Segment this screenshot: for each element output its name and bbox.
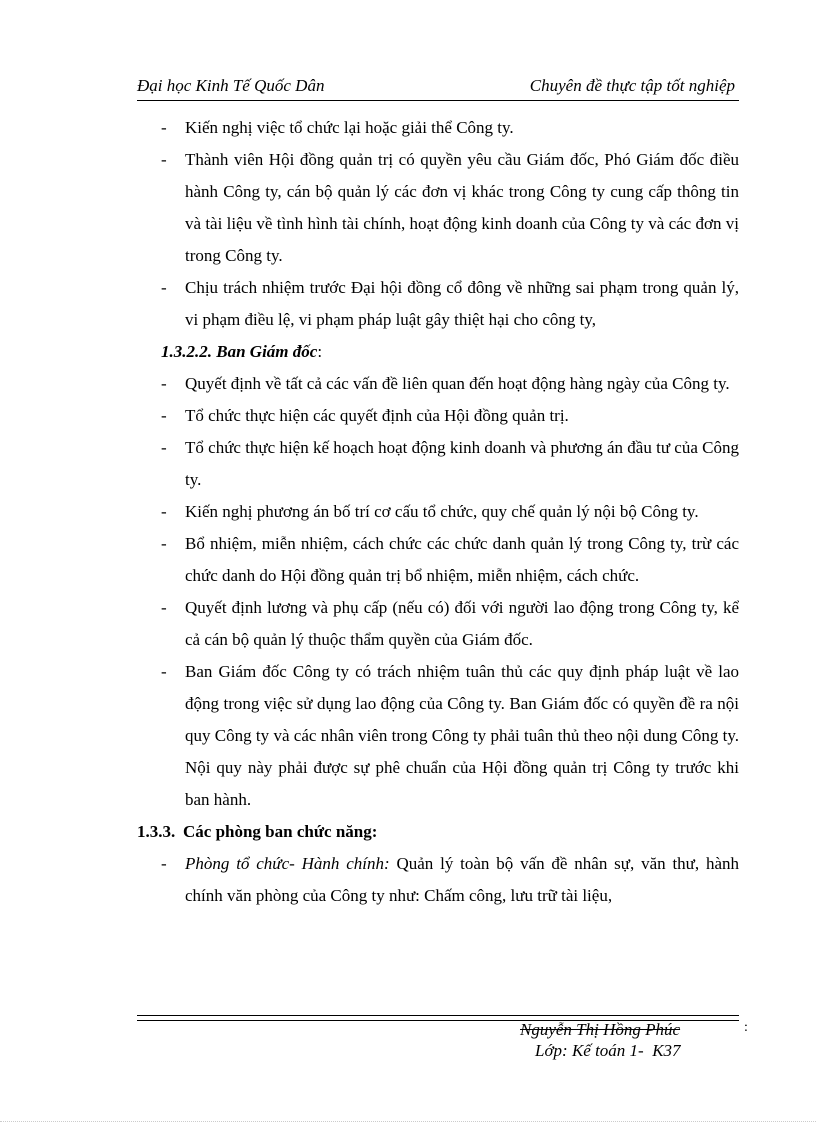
bullet-dash: - <box>161 406 167 425</box>
footer-mark: : <box>744 1020 748 1035</box>
header-university: Đại học Kinh Tế Quốc Dân <box>137 76 325 95</box>
bullet-dash: - <box>161 534 167 553</box>
list-item: - Chịu trách nhiệm trước Đại hội đồng cổ đông về những sai phạm trong quản lý, vi phạm điều lệ, vi phạm pháp luật gây thiệt hại cho công ty, <box>137 272 739 336</box>
list-item: - Tổ chức thực hiện kế hoạch hoạt động kinh doanh và phương án đầu tư của Công ty. <box>137 432 739 496</box>
bullet-dash: - <box>161 438 167 457</box>
header-report-title: Chuyên đề thực tập tốt nghiệp <box>529 76 735 95</box>
bullet-dash: - <box>161 278 167 297</box>
list-item: - Thành viên Hội đồng quản trị có quyền yêu cầu Giám đốc, Phó Giám đốc điều hành Công ty, cán bộ quản lý các đơn vị khác trong Công ty cung cấp thông tin và tài liệu về tình hình tài chính, hoạt động kinh doanh của Công ty và các đơn vị trong Công ty. <box>137 144 739 272</box>
bullet-dash: - <box>161 118 167 137</box>
list-item: - Tổ chức thực hiện các quyết định của Hội đồng quản trị. <box>137 400 739 432</box>
section-heading-phong-ban: 1.3.3. Các phòng ban chức năng: <box>137 822 378 841</box>
list-item: - Bổ nhiệm, miễn nhiệm, cách chức các chức danh quản lý trong Công ty, trừ các chức danh do Hội đồng quản trị bổ nhiệm, miễn nhiệm, cách chức. <box>137 528 739 592</box>
bullet-dash: - <box>161 150 167 169</box>
document-body <box>137 112 739 912</box>
page-edge-divider <box>0 1121 816 1122</box>
page-header <box>137 76 739 101</box>
footer-rule-top <box>137 1015 739 1016</box>
list-item: - Ban Giám đốc Công ty có trách nhiệm tuân thủ các quy định pháp luật về lao động trong việc sử dụng lao động của Công ty. Ban Giám đốc có quyền đề ra nội quy Công ty và các nhân viên trong Công ty phải tuân thủ theo nội dung Công ty. Nội quy này phải được sự phê chuẩn của Hội đồng quản trị Công ty trước khi ban hành. <box>137 656 739 816</box>
section-heading-ban-giam-doc: 1.3.2.2. Ban Giám đốc: <box>161 342 323 361</box>
list-item: - Quyết định về tất cả các vấn đề liên quan đến hoạt động hàng ngày của Công ty. <box>137 368 739 400</box>
bullet-dash: - <box>161 502 167 521</box>
footer-class: Lớp: Kế toán 1- K37 <box>535 1041 681 1060</box>
bullet-dash: - <box>161 374 167 393</box>
list-item: - Kiến nghị phương án bố trí cơ cấu tổ chức, quy chế quản lý nội bộ Công ty. <box>137 496 739 528</box>
list-item: - Phòng tổ chức- Hành chính: Quản lý toàn bộ vấn đề nhân sự, văn thư, hành chính văn phòng của Công ty như: Chấm công, lưu trữ tài liệu, <box>137 848 739 912</box>
department-label: Phòng tổ chức- Hành chính: <box>185 854 390 873</box>
footer-author-name: Nguyễn Thị Hồng Phúc <box>520 1020 681 1039</box>
bullet-dash: - <box>161 598 167 617</box>
list-item: - Kiến nghị việc tổ chức lại hoặc giải thể Công ty. <box>137 112 739 144</box>
bullet-dash: - <box>161 662 167 681</box>
list-item: - Quyết định lương và phụ cấp (nếu có) đối với người lao động trong Công ty, kể cả cán bộ quản lý thuộc thẩm quyền của Giám đốc. <box>137 592 739 656</box>
bullet-dash: - <box>161 854 167 873</box>
